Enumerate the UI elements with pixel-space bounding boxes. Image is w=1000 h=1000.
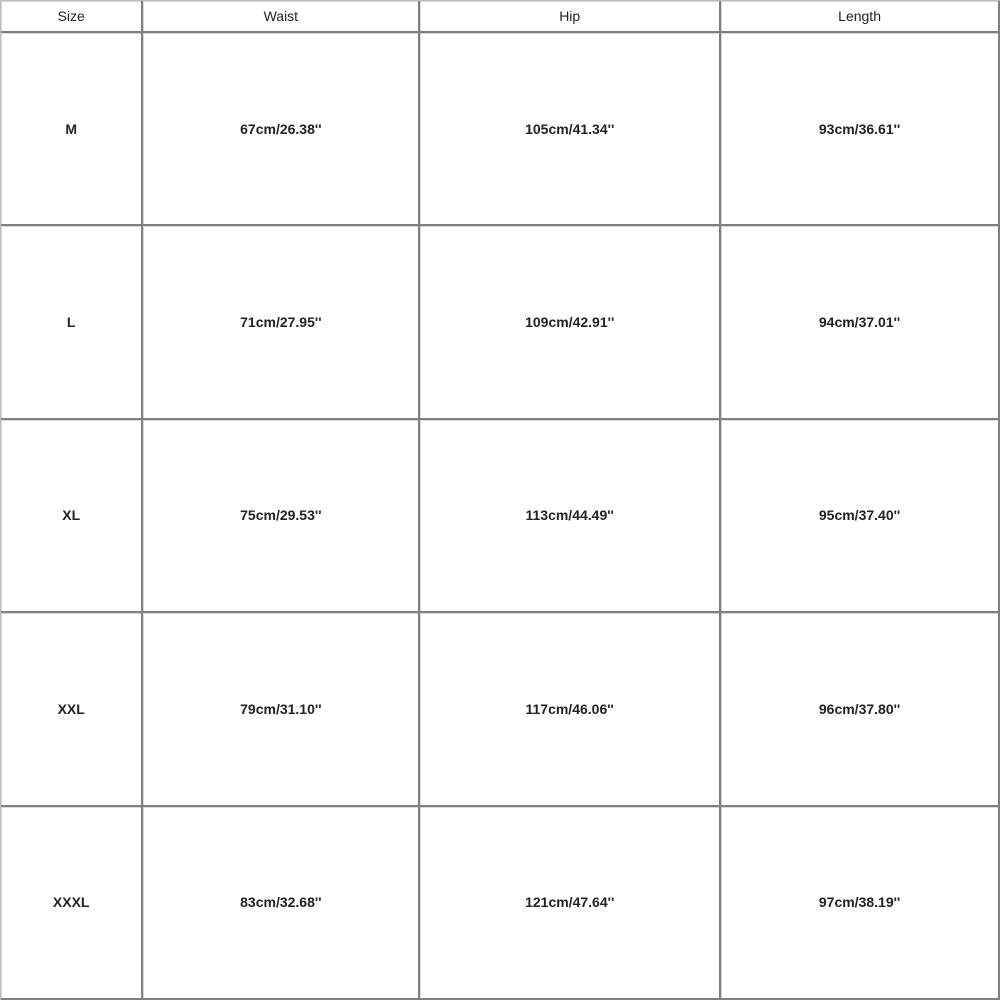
table-row	[1, 33, 1000, 226]
hip-cell: 121cm/47.64''	[420, 807, 721, 1000]
waist-cell: 71cm/27.95''	[143, 226, 420, 419]
hip-cell: 113cm/44.49''	[420, 420, 721, 613]
hip-cell: 105cm/41.34''	[420, 33, 721, 226]
waist-cell: 79cm/31.10''	[143, 613, 420, 806]
size-cell: M	[1, 33, 143, 226]
header-row	[1, 1, 1000, 33]
size-cell: XXXL	[1, 807, 143, 1000]
length-cell: 96cm/37.80''	[721, 613, 1000, 806]
header-hip: Hip	[420, 1, 721, 33]
length-cell: 94cm/37.01''	[721, 226, 1000, 419]
table-header	[1, 1, 1000, 33]
header-size: Size	[1, 1, 143, 33]
table-row	[1, 613, 1000, 806]
size-cell: XXL	[1, 613, 143, 806]
waist-cell: 67cm/26.38''	[143, 33, 420, 226]
length-cell: 93cm/36.61''	[721, 33, 1000, 226]
waist-cell: 83cm/32.68''	[143, 807, 420, 1000]
hip-cell: 109cm/42.91''	[420, 226, 721, 419]
table-row	[1, 420, 1000, 613]
waist-cell: 75cm/29.53''	[143, 420, 420, 613]
table-body	[1, 33, 1000, 1000]
header-waist: Waist	[143, 1, 420, 33]
table-row	[1, 226, 1000, 419]
length-cell: 95cm/37.40''	[721, 420, 1000, 613]
hip-cell: 117cm/46.06''	[420, 613, 721, 806]
table-row	[1, 807, 1000, 1000]
size-cell: XL	[1, 420, 143, 613]
size-cell: L	[1, 226, 143, 419]
header-length: Length	[721, 1, 1000, 33]
length-cell: 97cm/38.19''	[721, 807, 1000, 1000]
